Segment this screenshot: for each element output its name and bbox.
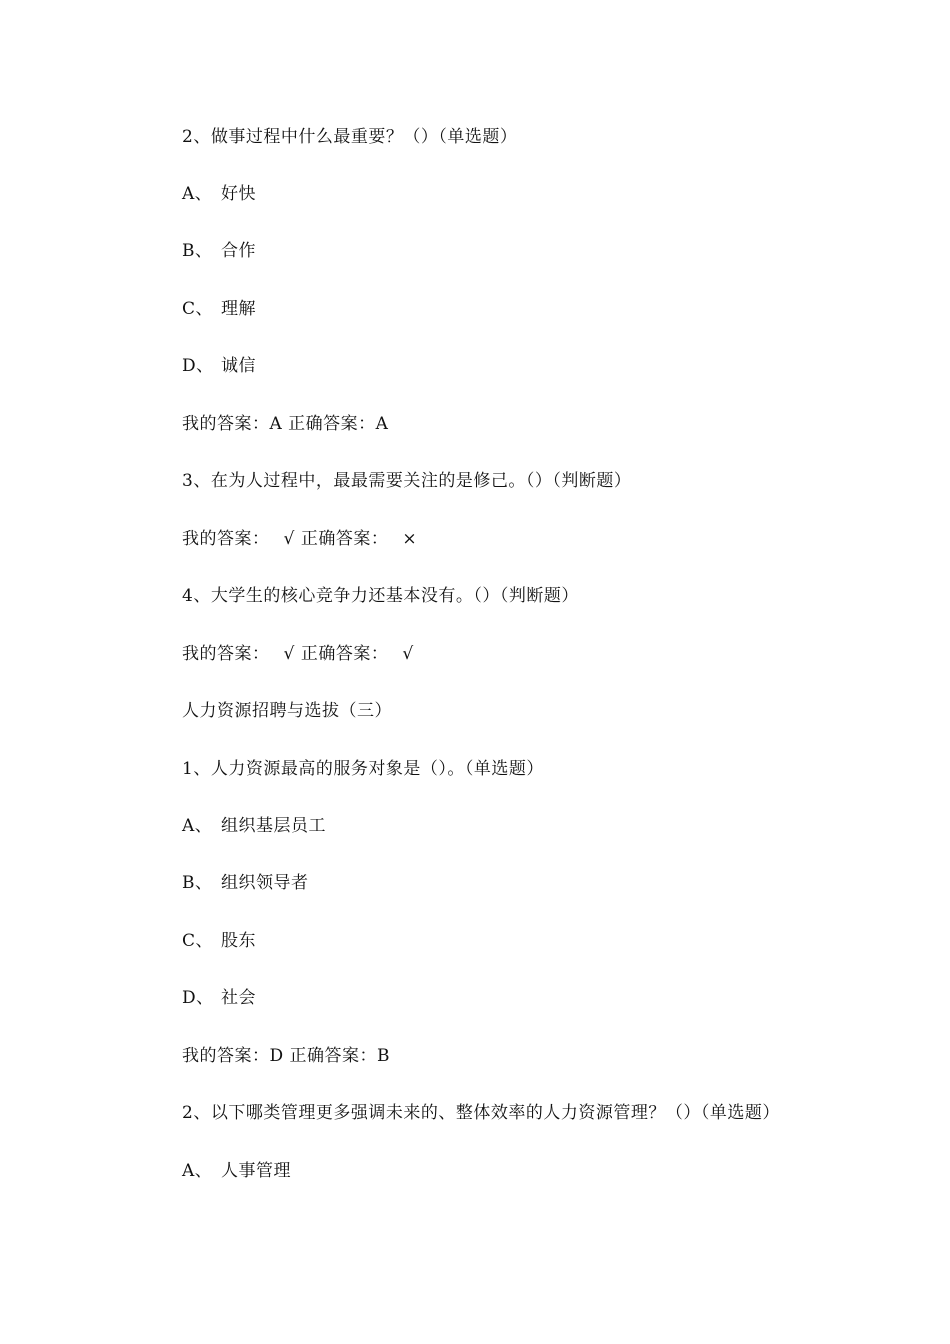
question-2-option-a <box>182 183 256 205</box>
question-2-option-c <box>182 298 256 320</box>
section-question-1-option-c <box>182 930 256 952</box>
question-3-prompt: 3、在为人过程中，最最需要关注的是修己。（）（判断题） <box>182 471 632 491</box>
option-text: 社会 <box>221 988 256 1008</box>
option-letter: A、 <box>182 184 213 204</box>
option-text: 人事管理 <box>221 1161 291 1181</box>
option-letter: C、 <box>182 299 214 319</box>
correct-answer-mark: × <box>402 529 418 549</box>
question-2-answer: 我的答案：A 正确答案：A <box>182 414 389 434</box>
option-letter: D、 <box>182 356 214 376</box>
option-letter: C、 <box>182 931 214 951</box>
section-question-2-option-a <box>182 1160 291 1182</box>
my-answer-label: 我的答案： <box>182 529 270 549</box>
option-letter: A、 <box>182 816 213 836</box>
option-letter: B、 <box>182 241 213 261</box>
question-4-answer <box>182 643 420 665</box>
section-question-1-answer: 我的答案：D 正确答案：B <box>182 1046 391 1066</box>
option-text: 组织基层员工 <box>221 816 326 836</box>
section-question-1-prompt: 1、人力资源最高的服务对象是（）。（单选题） <box>182 759 544 779</box>
correct-answer-mark: √ <box>402 644 414 664</box>
section-question-1-option-b <box>182 872 309 894</box>
option-letter: B、 <box>182 873 213 893</box>
question-3-answer <box>182 528 423 550</box>
option-text: 理解 <box>221 299 256 319</box>
my-answer-label: 我的答案： <box>182 644 270 664</box>
question-4-prompt: 4、大学生的核心竞争力还基本没有。（）（判断题） <box>182 586 579 606</box>
option-letter: A、 <box>182 1161 213 1181</box>
option-text: 诚信 <box>221 356 256 376</box>
question-2-prompt: 2、做事过程中什么最重要？（）（单选题） <box>182 127 518 147</box>
correct-answer-label: 正确答案： <box>300 644 389 664</box>
my-answer-mark: √ <box>283 644 295 664</box>
option-letter: D、 <box>182 988 214 1008</box>
section-question-2-prompt: 2、以下哪类管理更多强调未来的、整体效率的人力资源管理？（）（单选题） <box>182 1103 780 1123</box>
option-text: 好快 <box>221 184 256 204</box>
option-text: 合作 <box>221 241 256 261</box>
option-text: 股东 <box>221 931 256 951</box>
question-2-option-b <box>182 240 256 262</box>
question-2-option-d <box>182 355 256 377</box>
correct-answer-label: 正确答案： <box>300 529 389 549</box>
my-answer-mark: √ <box>283 529 295 549</box>
section-title: 人力资源招聘与选拔（三） <box>182 701 392 721</box>
option-text: 组织领导者 <box>221 873 309 893</box>
section-question-1-option-d <box>182 987 256 1009</box>
section-question-1-option-a <box>182 815 326 837</box>
